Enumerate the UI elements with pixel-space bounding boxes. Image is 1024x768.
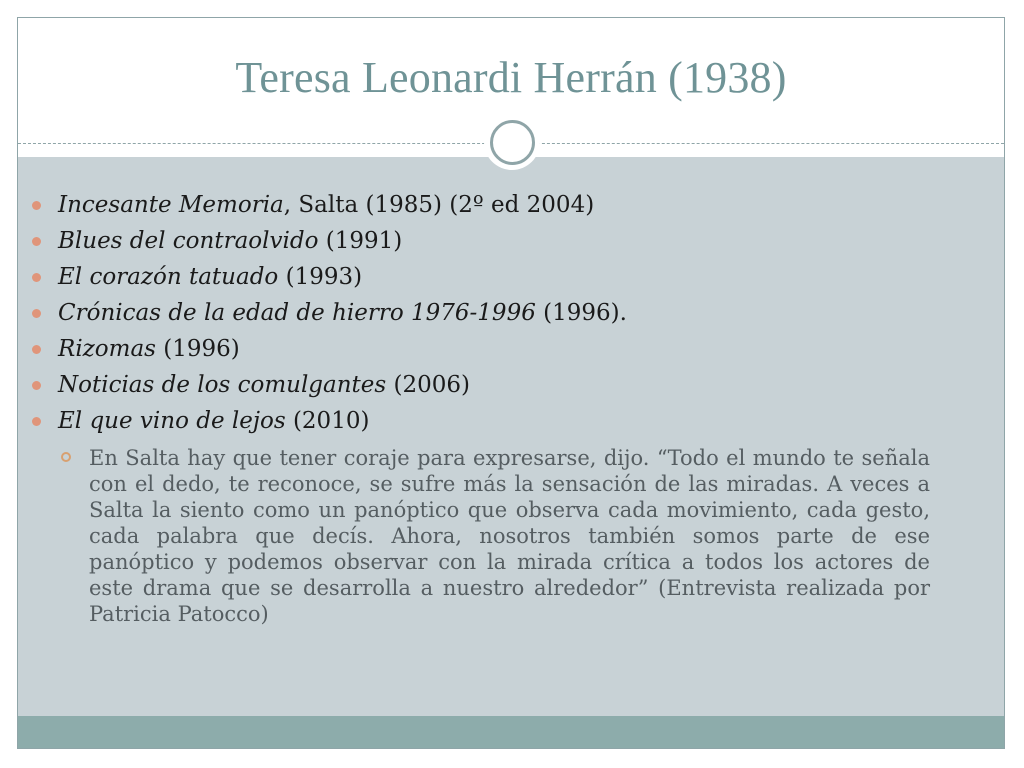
list-item (30, 187, 960, 223)
footer-band (18, 716, 1004, 749)
bullet-icon (32, 345, 41, 354)
work-details: (1993) (278, 264, 363, 290)
bullet-icon (32, 309, 41, 318)
bullet-icon (32, 417, 41, 426)
work-details: , Salta (1985) (2º ed 2004) (283, 192, 595, 218)
list-item (30, 367, 960, 403)
bullet-icon (32, 237, 41, 246)
work-details: (2010) (285, 408, 370, 434)
circle-ornament-icon (484, 114, 540, 170)
work-title: Incesante Memoria (58, 192, 284, 218)
hollow-bullet-icon (61, 452, 71, 462)
work-title: El que vino de lejos (58, 408, 286, 434)
slide-title: Teresa Leonardi Herrán (1938) (235, 53, 787, 102)
work-details: (1996). (535, 300, 627, 326)
works-list (30, 187, 960, 627)
work-title: Crónicas de la edad de hierro 1976-1996 (58, 300, 536, 326)
work-title: Blues del contraolvido (58, 228, 319, 254)
quote-text: En Salta hay que tener coraje para expresarse, dijo. “Todo el mundo te señala con el dedo, te reconoce, se sufre más la sensación de las miradas. A veces a Salta la siento como un panóptico que observa cada movimiento, cada gesto, cada palabra que decís. Ahora, nosotros también somos parte de ese panóptico y podemos observar con la mirada crítica a todos los actores de este drama que se desarrolla a nuestro alrededor” (Entrevista realizada por Patricia Patocco) (89, 446, 930, 626)
bullet-icon (32, 273, 41, 282)
work-title: Rizomas (58, 336, 156, 362)
work-title: El corazón tatuado (58, 264, 279, 290)
list-item (30, 403, 960, 439)
work-details: (2006) (386, 372, 471, 398)
list-item (30, 259, 960, 295)
work-details: (1996) (155, 336, 240, 362)
list-item (30, 331, 960, 367)
list-item (30, 295, 960, 331)
work-details: (1991) (318, 228, 403, 254)
bullet-icon (32, 381, 41, 390)
bullet-icon (32, 201, 41, 210)
quote-item (58, 445, 930, 627)
work-title: Noticias de los comulgantes (58, 372, 387, 398)
list-item (30, 223, 960, 259)
